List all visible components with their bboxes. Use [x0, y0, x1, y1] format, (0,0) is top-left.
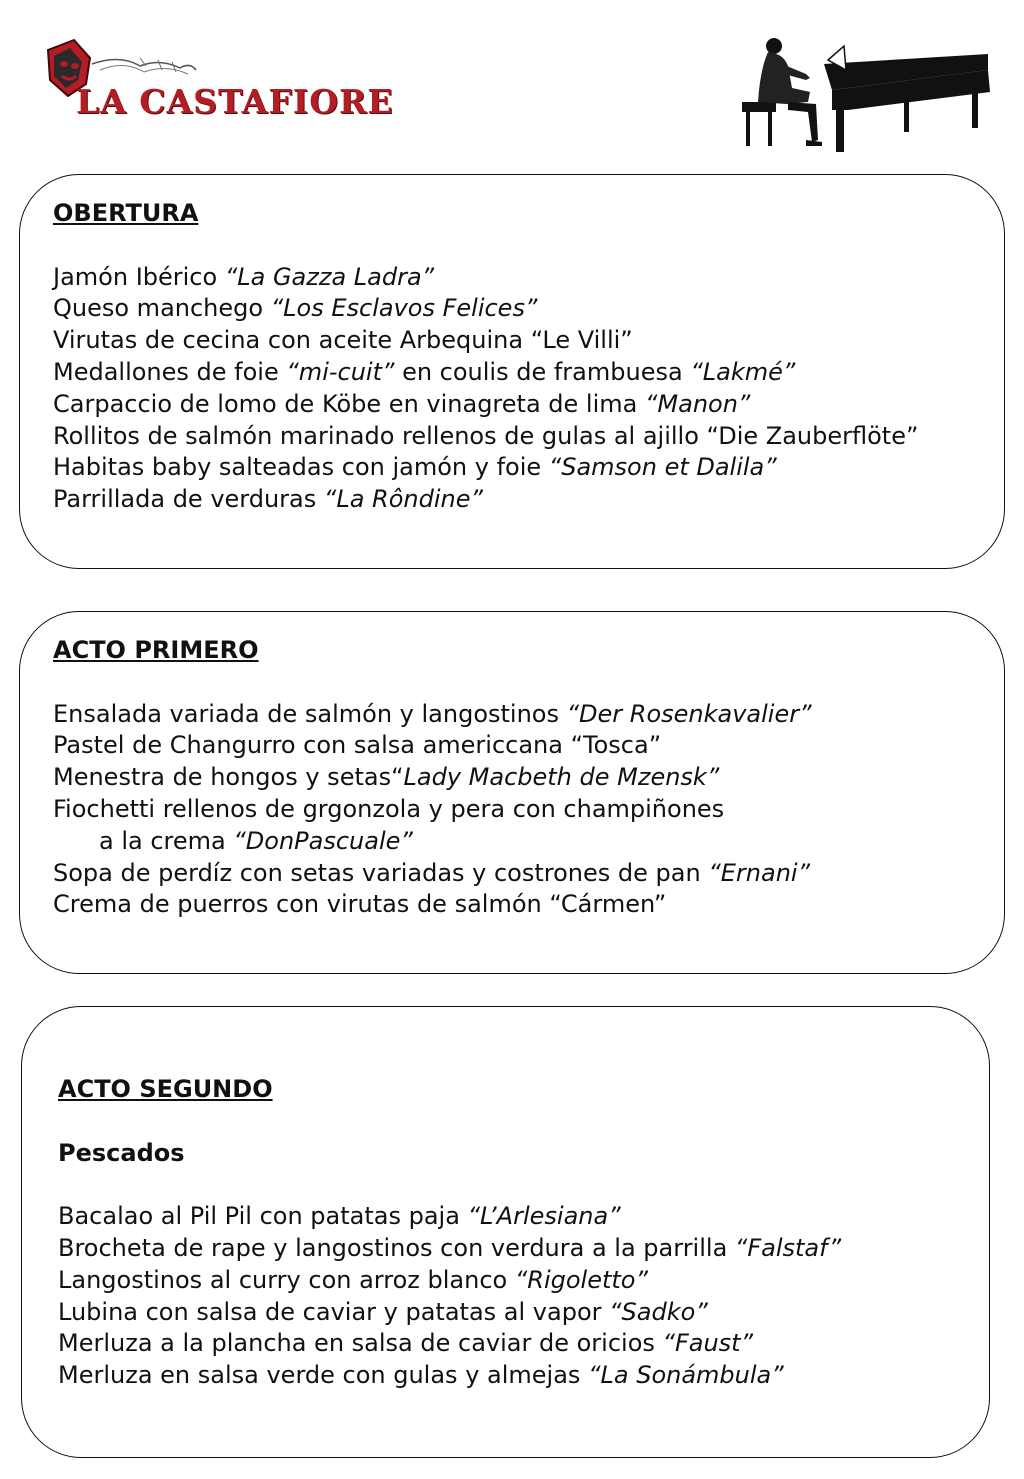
opera-title: “L’Arlesiana” — [467, 1202, 621, 1231]
dish-text: Fiochetti rellenos de grgonzola y pera con champiñones — [53, 794, 725, 823]
opera-title: “Samson et Dalila” — [548, 453, 777, 482]
opera-title: “La Sonámbula” — [588, 1361, 784, 1390]
menu-item — [58, 1201, 841, 1233]
dish-text: Crema de puerros con virutas de salmón “Cármen” — [53, 890, 667, 919]
menu-item — [53, 762, 812, 794]
opera-title: “La Rôndine” — [323, 485, 483, 514]
dish-text: Carpaccio de lomo de Köbe en vinagreta de lima — [53, 389, 645, 418]
menu-list — [58, 1201, 841, 1392]
opera-title: “La Gazza Ladra” — [224, 262, 435, 291]
subheading-pescados: Pescados — [58, 1138, 185, 1167]
menu-item — [58, 1328, 841, 1360]
menu-list — [53, 699, 812, 922]
pianist-illustration — [736, 30, 992, 156]
menu-list — [53, 262, 918, 516]
menu-item — [53, 262, 918, 294]
dish-text: Virutas de cecina con aceite Arbequina “Le Villi” — [53, 326, 633, 355]
dish-text: Rollitos de salmón marinado rellenos de gulas al ajillo “Die Zauberflöte” — [53, 421, 919, 450]
dish-text: Sopa de perdíz con setas variadas y costrones de pan — [53, 858, 709, 887]
dish-text: Menestra de hongos y setas“ — [53, 763, 404, 792]
dish-text: Merluza en salsa verde con gulas y almejas — [58, 1361, 589, 1390]
section-heading-obertura: OBERTURA — [53, 199, 199, 227]
opera-title: “Der Rosenkavalier” — [566, 699, 812, 728]
menu-item — [53, 452, 918, 484]
dish-text: Ensalada variada de salmón y langostinos — [53, 699, 567, 728]
opera-title: “Los Esclavos Felices” — [270, 294, 538, 323]
menu-item — [53, 389, 918, 421]
dish-text: Pastel de Changurro con salsa americcana “Tosca” — [53, 731, 662, 760]
menu-item — [53, 357, 918, 389]
menu-item — [53, 889, 812, 921]
menu-item — [53, 794, 812, 826]
menu-item — [53, 421, 918, 453]
menu-item — [53, 325, 918, 357]
menu-item — [58, 1360, 841, 1392]
opera-title: Lady Macbeth de Mzensk” — [403, 763, 720, 792]
opera-title: “mi-cuit” — [286, 357, 395, 386]
menu-item — [53, 484, 918, 516]
pianist-at-grand-piano-icon — [736, 30, 992, 156]
opera-title: “Ernani” — [708, 858, 811, 887]
opera-title: “Rigoletto” — [514, 1265, 648, 1294]
opera-title: “DonPascuale” — [233, 826, 413, 855]
acto-segundo-section — [58, 1074, 841, 1392]
dish-text: Merluza a la plancha en salsa de caviar de oricios — [58, 1329, 663, 1358]
dish-text: en coulis de frambuesa — [394, 357, 691, 386]
opera-title: “Sadko” — [609, 1297, 708, 1326]
opera-title: “Falstaf” — [734, 1233, 842, 1262]
dish-text: Queso manchego — [53, 294, 271, 323]
opera-title: “Faust” — [662, 1329, 754, 1358]
dish-text: Langostinos al curry con arroz blanco — [58, 1265, 515, 1294]
opera-title: “Manon” — [644, 389, 751, 418]
menu-item — [53, 858, 812, 890]
dish-text: Parrillada de verduras — [53, 485, 324, 514]
dish-text: Brocheta de rape y langostinos con verdura a la parrilla — [58, 1233, 735, 1262]
obertura-section — [53, 198, 918, 516]
menu-item — [58, 1233, 841, 1265]
logo-wordmark: LA CASTAFIORE — [76, 82, 394, 121]
dish-text: Medallones de foie — [53, 357, 287, 386]
menu-item — [53, 293, 918, 325]
menu-item — [58, 1297, 841, 1329]
section-heading-acto-primero: ACTO PRIMERO — [53, 636, 259, 664]
restaurant-logo — [40, 36, 394, 132]
menu-item — [53, 699, 812, 731]
dish-text: Habitas baby salteadas con jamón y foie — [53, 453, 549, 482]
opera-title: “Lakmé” — [690, 357, 796, 386]
acto-primero-section — [53, 635, 812, 921]
menu-item — [58, 1265, 841, 1297]
menu-item — [53, 730, 812, 762]
section-heading-acto-segundo: ACTO SEGUNDO — [58, 1075, 273, 1103]
menu-item — [53, 826, 812, 858]
dish-text: Lubina con salsa de caviar y patatas al vapor — [58, 1297, 610, 1326]
dish-text: Jamón Ibérico — [53, 262, 225, 291]
dish-text: Bacalao al Pil Pil con patatas paja — [58, 1202, 468, 1231]
dish-text: a la crema — [99, 826, 234, 855]
